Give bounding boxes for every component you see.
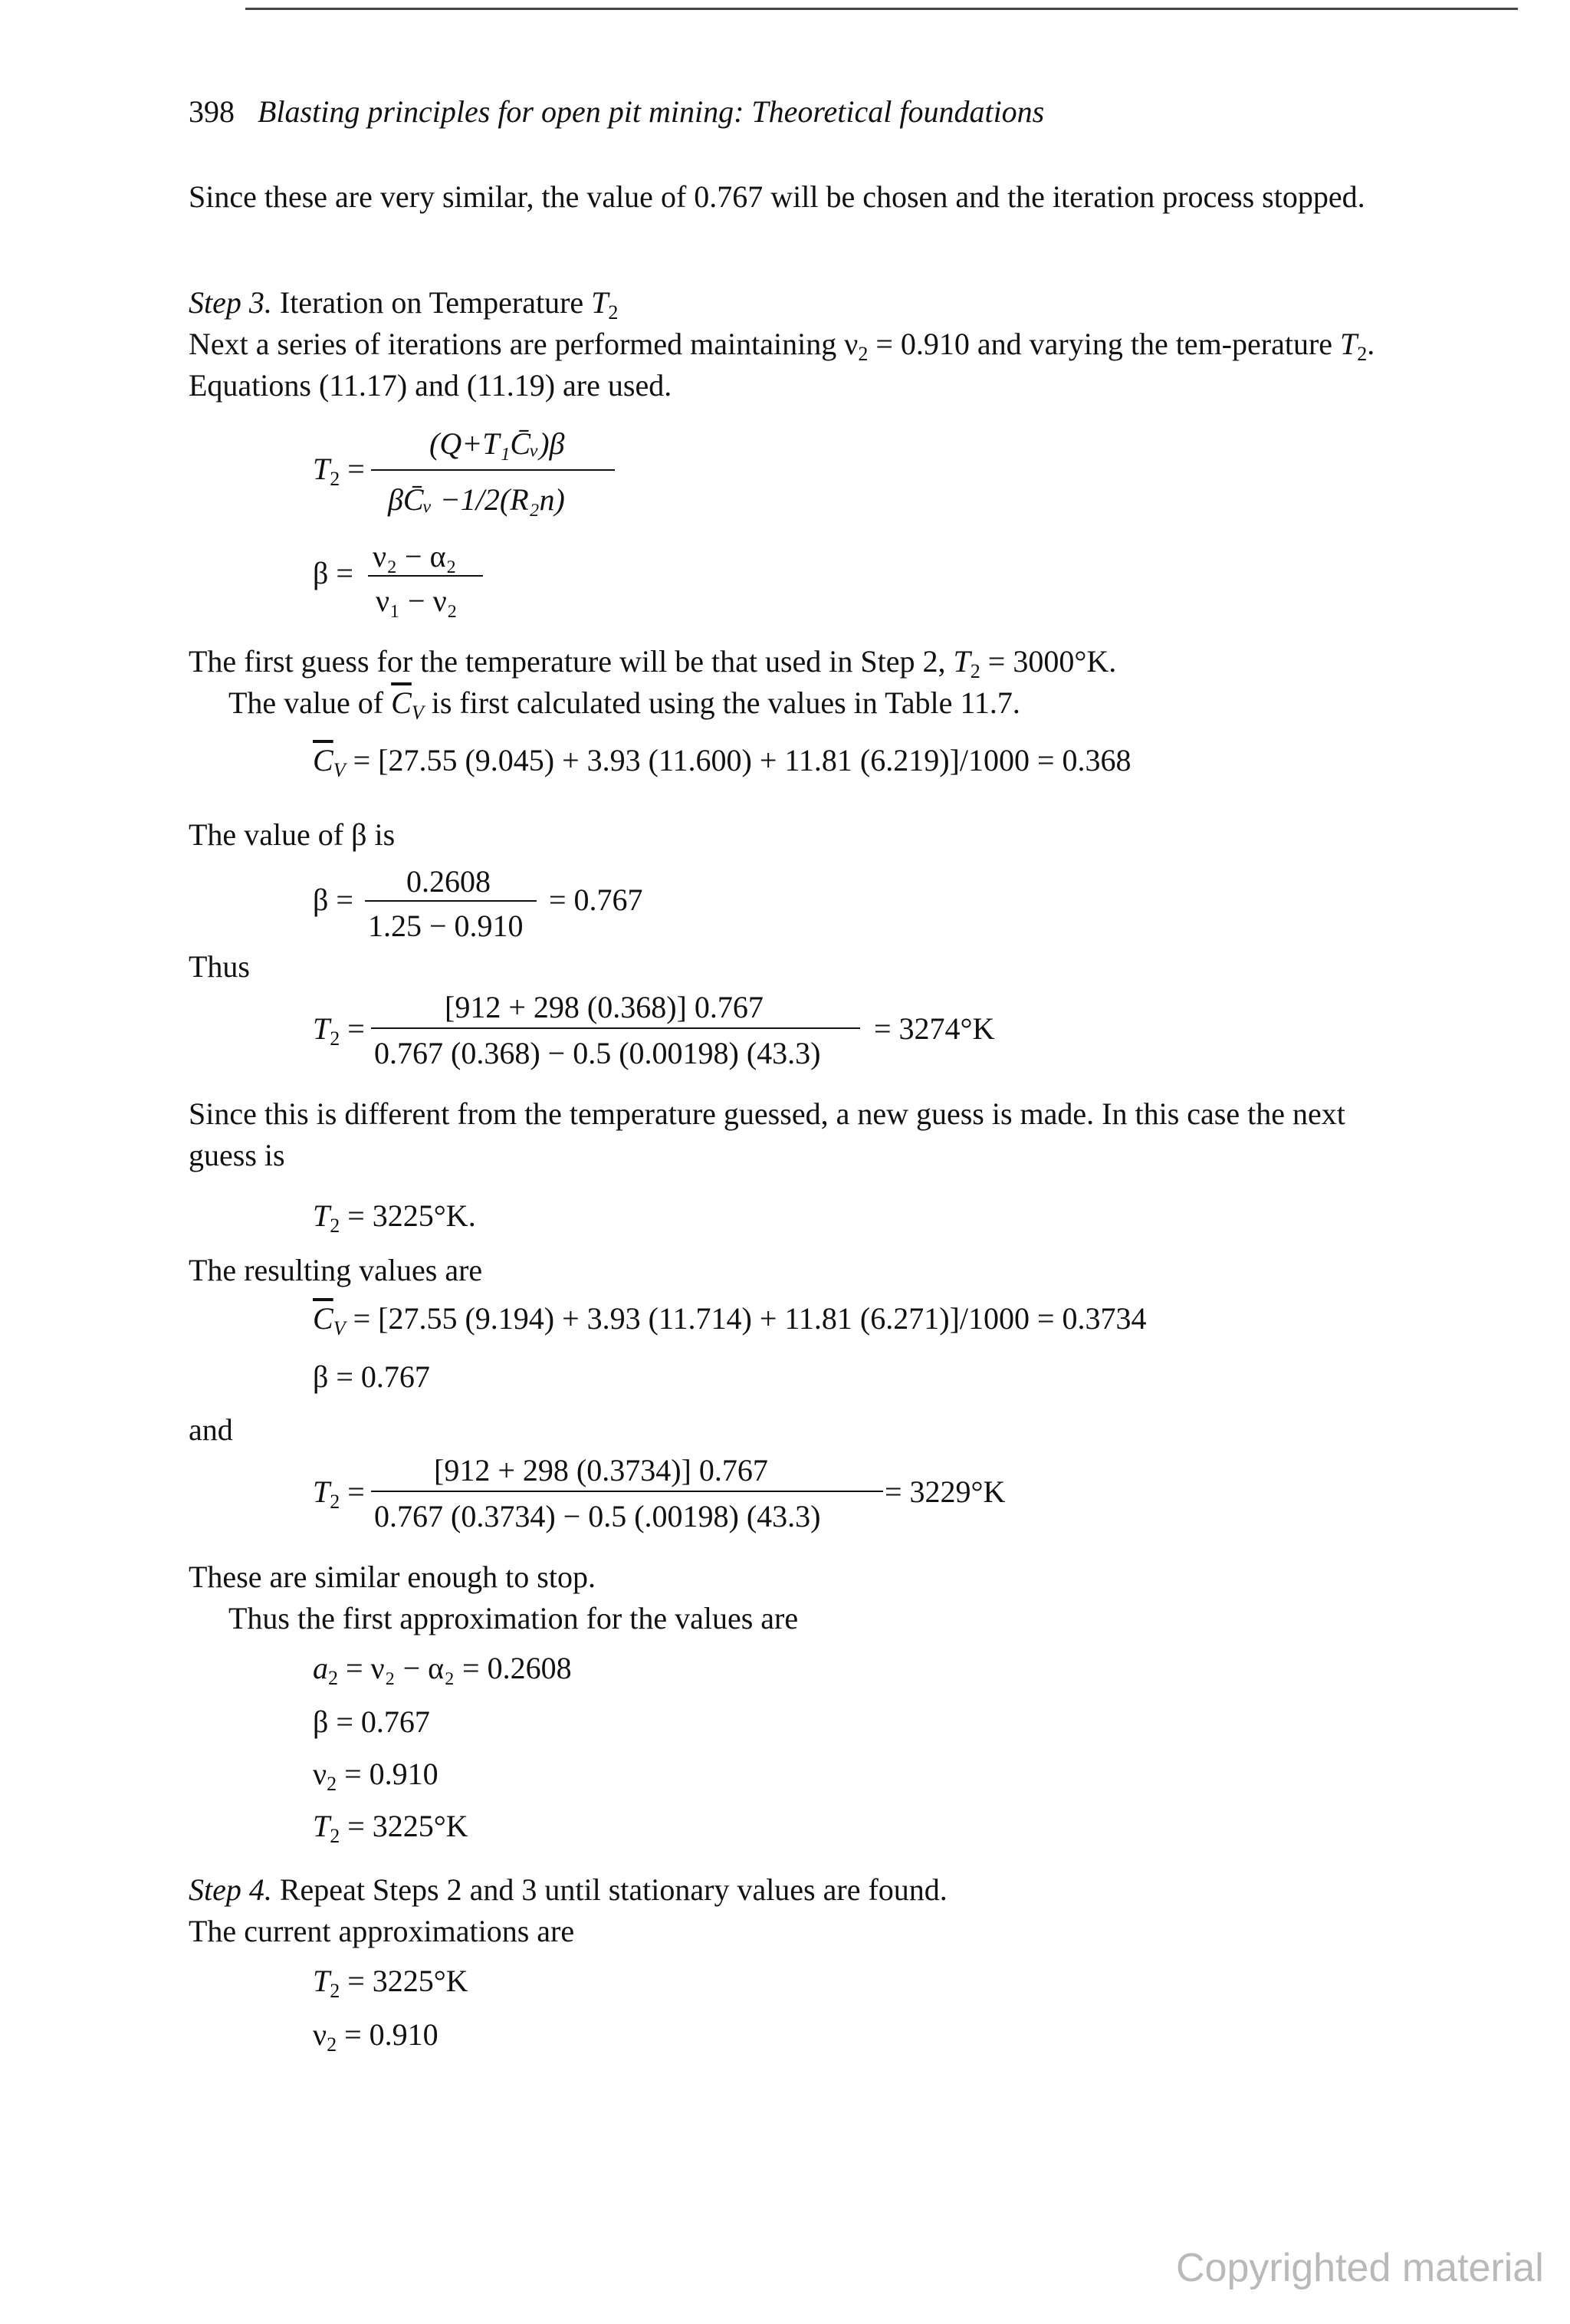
step3-text-a: Next a series of iterations are performed maintaining ν: [189, 327, 859, 361]
t2-calc1-equals: =: [347, 1011, 365, 1046]
similar-line: These are similar enough to stop.: [189, 1560, 596, 1594]
guess1-text-a: The first guess for the temperature will be that used in Step 2,: [189, 644, 954, 679]
t2-calc1-sub: 2: [330, 1027, 340, 1050]
step3-title-var: T: [591, 285, 609, 320]
current-intro: The current approximations are: [189, 1914, 575, 1948]
and-label: and: [189, 1412, 233, 1447]
t2-calc2-numerator: [912 + 298 (0.3734)] 0.767: [434, 1453, 768, 1487]
page-number: 398: [189, 94, 235, 129]
cv-intro-text-a: The value of: [228, 685, 392, 720]
guess1-sub: 2: [970, 660, 980, 682]
approx-v2: [313, 1756, 438, 1793]
eq-t2-lhs-var: T: [313, 452, 330, 486]
beta-calc-lhs: β =: [313, 883, 353, 917]
t2-calc2-sub: 2: [330, 1491, 340, 1513]
current-t2-rhs: = 3225°K: [340, 1964, 468, 1998]
eq-beta-general-bar: [368, 575, 483, 577]
thus-label: Thus: [189, 949, 250, 984]
step4-paragraph: [189, 1869, 1415, 1911]
cv1-rhs: = [27.55 (9.045) + 3.93 (11.600) + 11.81 (6.219)]/1000 = 0.368: [345, 743, 1132, 777]
first-guess-paragraph: [189, 641, 1415, 682]
eq-beta-general-numerator: ν₂ − α₂: [373, 539, 457, 574]
cv-second-calculation: [313, 1300, 1147, 1340]
step4-label: Step 4.: [189, 1872, 272, 1907]
cv2-sub: V: [333, 1317, 346, 1340]
beta-calc-result: = 0.767: [549, 883, 643, 917]
step3-sub-a: 2: [858, 343, 869, 365]
approx-a2: [313, 1650, 572, 1687]
t2-calc2-var: T: [313, 1474, 330, 1509]
guess2-sub: 2: [330, 1215, 340, 1237]
approx-t2-sub: 2: [330, 1825, 340, 1847]
t2-calc1-var: T: [313, 1011, 330, 1046]
t2-calc1-result: = 3274°K: [874, 1011, 995, 1046]
beta-second: β = 0.767: [313, 1359, 430, 1394]
approx-t2-var: T: [313, 1809, 330, 1843]
guess2-rhs: = 3225°K.: [340, 1198, 476, 1233]
eq-beta-general-lhs: β =: [313, 556, 353, 590]
eq-t2-general-numerator: (Q+T₁C̄ᵥ)β: [429, 426, 565, 461]
different-paragraph: Since this is different from the temperature guessed, a new guess is made. In this case the next guess is: [189, 1096, 1345, 1172]
current-v2-var: ν: [313, 2017, 327, 2052]
current-t2-var: T: [313, 1964, 330, 1998]
cv1-var: $\overline{C}$: [313, 743, 333, 777]
current-v2-rhs: = 0.910: [337, 2017, 438, 2052]
cv2-var: $\overline{C}$: [313, 1301, 333, 1336]
t2-calc2-bar: [371, 1491, 883, 1492]
approx-v2-rhs: = 0.910: [337, 1757, 438, 1791]
eq-t2-general-denominator: βC̄ᵥ −1/2(R₂n): [388, 482, 565, 517]
guess2-var: T: [313, 1198, 330, 1233]
approx-a2-var: a: [313, 1651, 328, 1685]
step3-title-sub: 2: [608, 301, 619, 324]
step3-heading: [189, 282, 1415, 324]
approx-a2-sub: 2: [328, 1667, 338, 1689]
cv2-rhs: = [27.55 (9.194) + 3.93 (11.714) + 11.81 (6.271)]/1000 = 0.3734: [345, 1301, 1147, 1336]
guess1-text-b: = 3000°K.: [980, 644, 1117, 679]
guess1-var: T: [953, 644, 971, 679]
current-v2: [313, 2017, 438, 2056]
step3-title: Iteration on Temperature: [279, 285, 592, 320]
step3-sub-b: 2: [1357, 343, 1368, 365]
beta-calc-bar: [365, 900, 537, 902]
beta-calc-denominator: 1.25 − 0.910: [368, 909, 524, 943]
approx-intro: Thus the first approximation for the values are: [228, 1601, 799, 1635]
cv-intro-text-b: is first calculated using the values in Table 11.7.: [423, 685, 1020, 720]
current-v2-sub: 2: [327, 2033, 337, 2056]
cv-first-calculation: [313, 742, 1132, 779]
eq-t2-lhs-sub: 2: [330, 468, 340, 490]
eq-t2-equals: =: [347, 452, 365, 486]
running-title: Blasting principles for open pit mining: Theoretical foundations: [258, 94, 1045, 129]
step3-label: Step 3.: [189, 285, 272, 320]
step4-text: Repeat Steps 2 and 3 until stationary values are found.: [271, 1872, 948, 1907]
cv-intro-sub: V: [411, 702, 424, 724]
cv1-sub: V: [333, 759, 346, 781]
t2-calc2-result: = 3229°K: [885, 1474, 1006, 1509]
beta-intro: The value of β is: [189, 817, 396, 852]
current-t2-sub: 2: [330, 1980, 340, 2002]
t2-calc1-bar: [371, 1027, 860, 1029]
copyright-watermark: Copyrighted material: [1176, 2246, 1544, 2290]
current-t2: [313, 1963, 468, 2000]
t2-calc1-numerator: [912 + 298 (0.368)] 0.767: [445, 990, 764, 1024]
t2-calc2-lhs: [313, 1474, 365, 1513]
approx-beta: β = 0.767: [313, 1704, 430, 1739]
t2-calc2-equals: =: [347, 1474, 365, 1509]
step3-text-c: . Equations (11.17) and (11.19) are used.: [189, 327, 1375, 403]
running-header: [189, 94, 1044, 130]
approx-v2-var: ν: [313, 1757, 327, 1791]
cv-intro-paragraph: [189, 682, 1415, 724]
t2-calc1-denominator: 0.767 (0.368) − 0.5 (0.00198) (43.3): [374, 1036, 821, 1070]
eq-t2-general-bar: [371, 469, 615, 471]
t2-calc1-lhs: [313, 1011, 365, 1050]
resulting-intro: The resulting values are: [189, 1253, 483, 1287]
eq-t2-general-lhs: [313, 451, 365, 488]
approx-a2-rhs: = ν₂ − α₂ = 0.2608: [338, 1651, 572, 1685]
step3-var: T: [1340, 327, 1358, 361]
t2-calc2-denominator: 0.767 (0.3734) − 0.5 (.00198) (43.3): [374, 1499, 821, 1533]
top-rule: [245, 8, 1518, 10]
cv-intro-var: $\overline{C}$: [391, 685, 412, 720]
eq-beta-general-denominator: ν₁ − ν₂: [376, 583, 458, 618]
approx-t2-rhs: = 3225°K: [340, 1809, 468, 1843]
approx-t2: [313, 1808, 468, 1845]
guess2-line: [313, 1198, 476, 1237]
step3-text-b: = 0.910 and varying the tem-perature: [868, 327, 1341, 361]
beta-calc-numerator: 0.2608: [406, 864, 491, 899]
approx-v2-sub: 2: [327, 1773, 337, 1795]
step3-paragraph: [189, 324, 1415, 406]
intro-paragraph: Since these are very similar, the value of 0.767 will be chosen and the iteration process stopped.: [189, 179, 1365, 214]
